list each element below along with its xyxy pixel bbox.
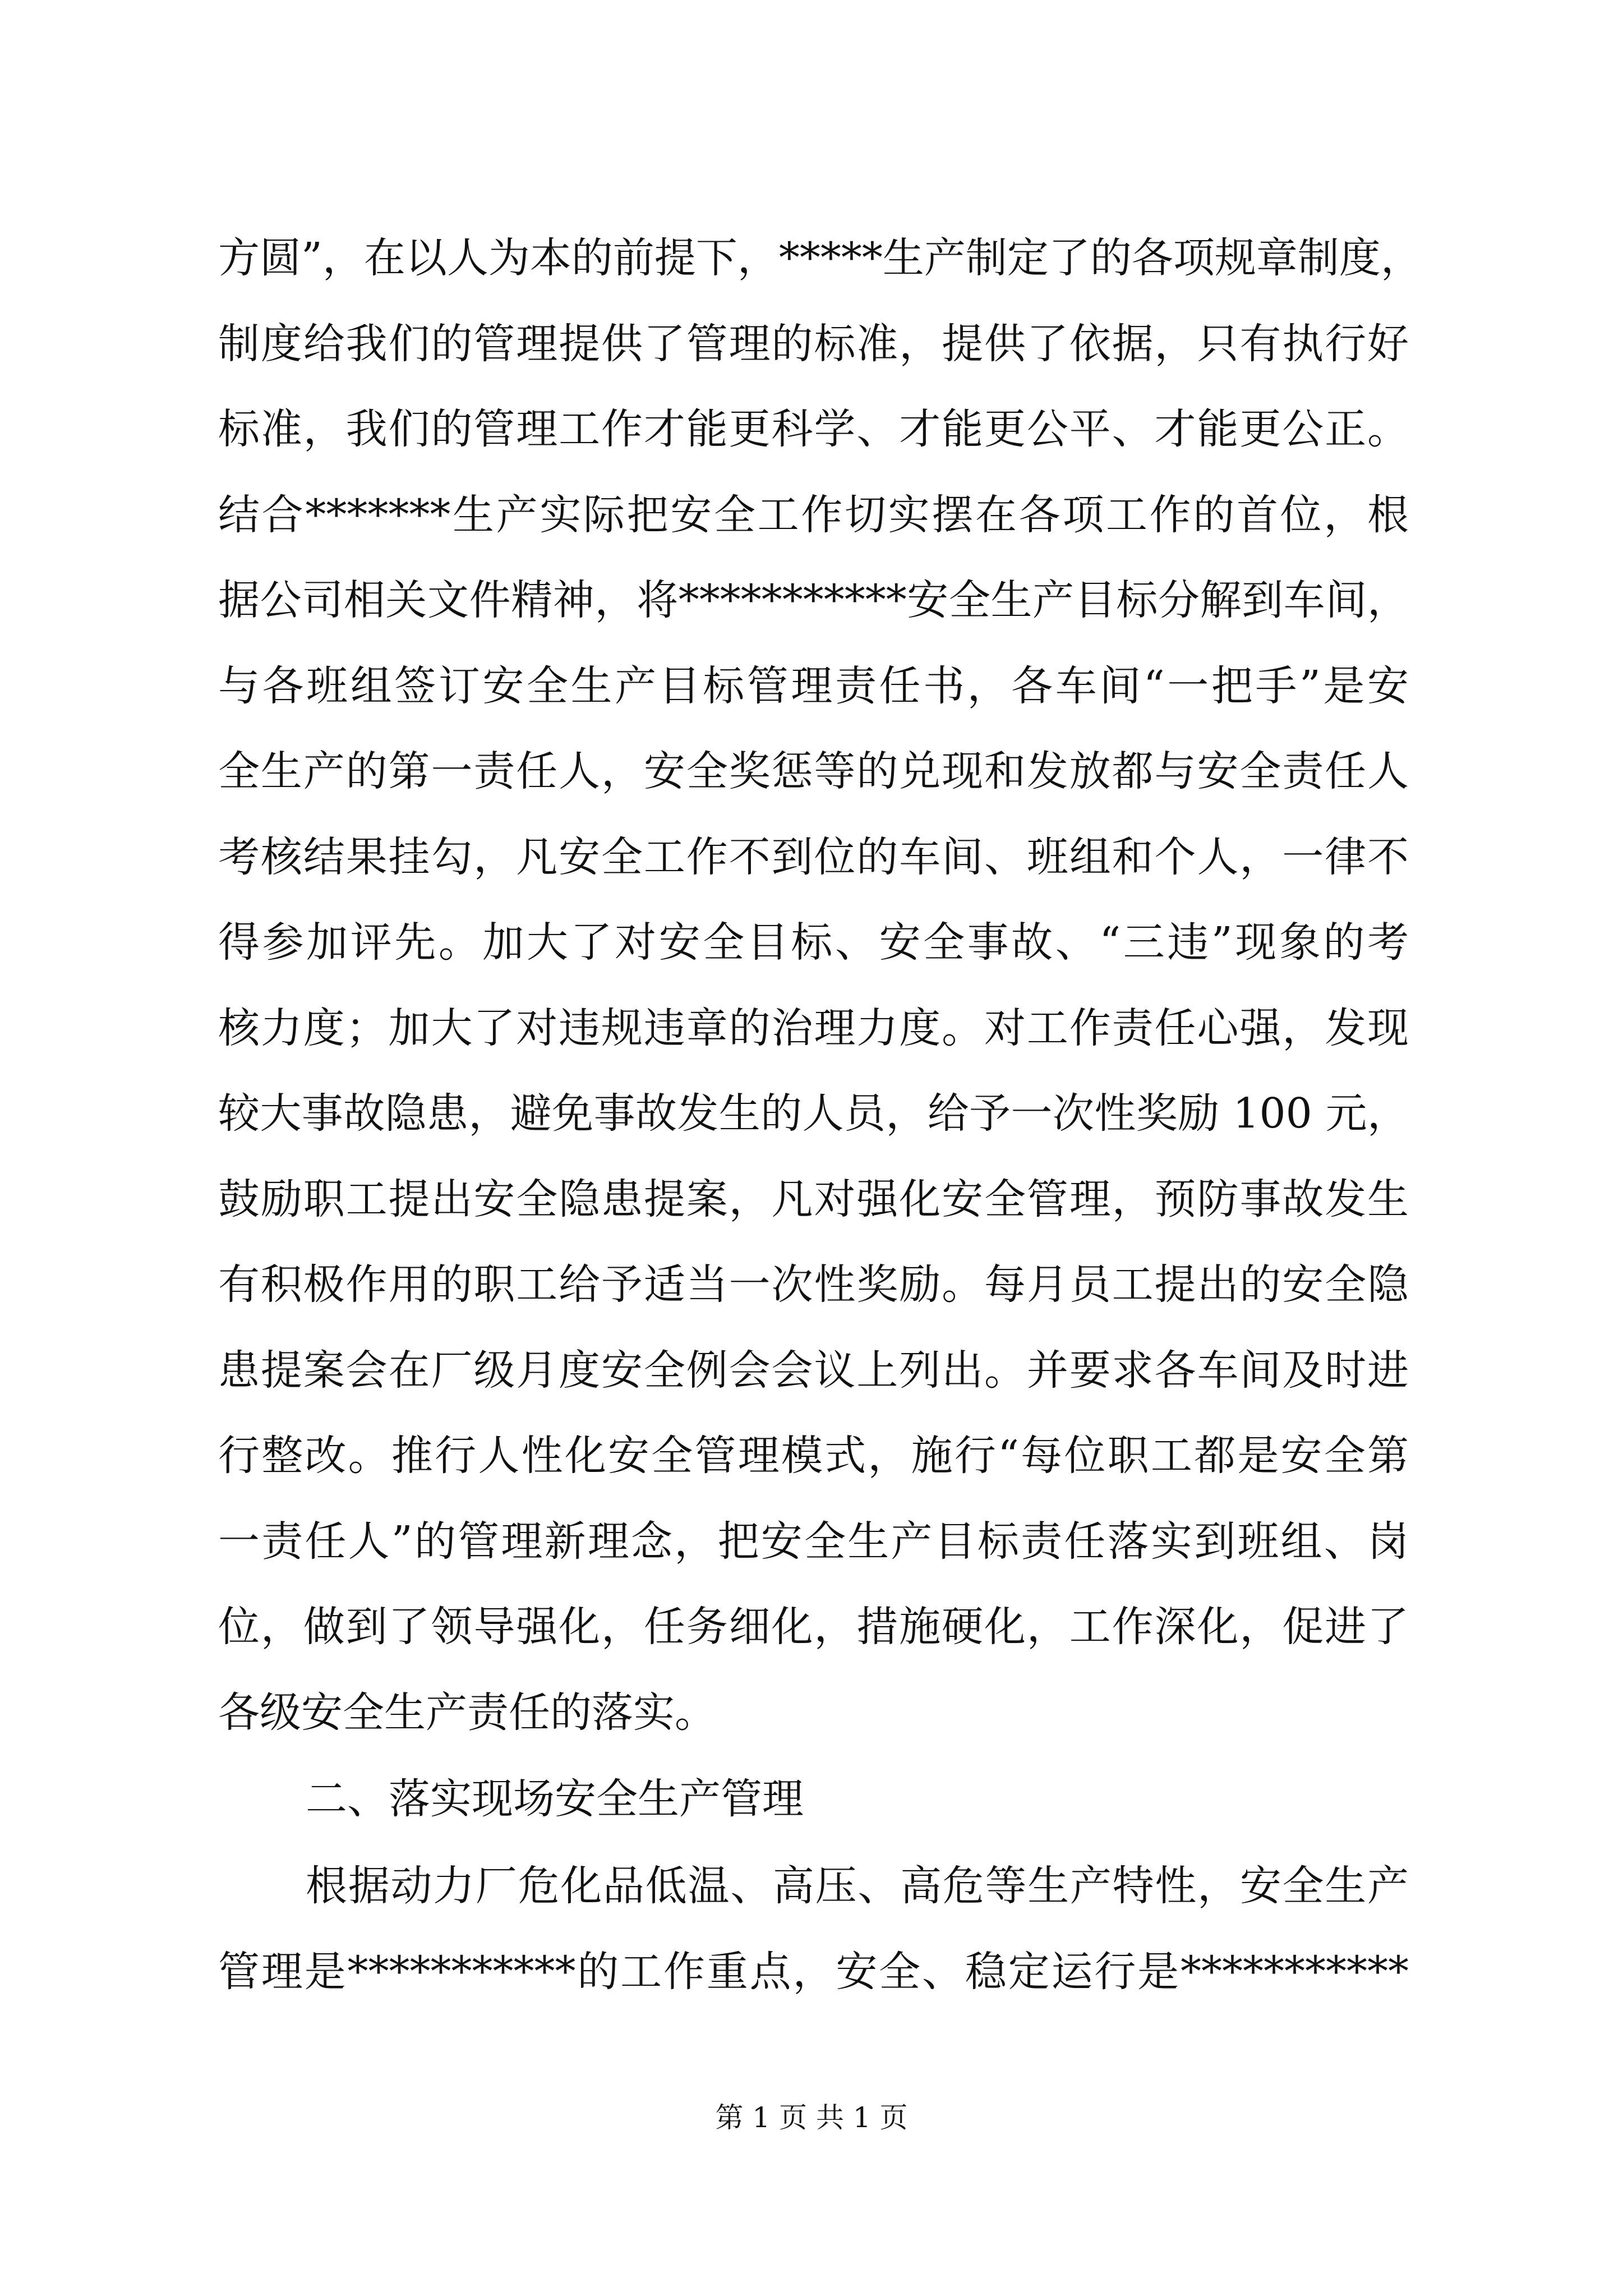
text-line: 较大事故隐患，避免事故发生的人员，给予一次性奖励 100 元，: [218, 1089, 1409, 1138]
text-line: 标准，我们的管理工作才能更科学、才能更公平、才能更公正。: [218, 405, 1409, 453]
text-line: 位，做到了领导强化，任务细化，措施硬化，工作深化，促进了: [218, 1603, 1409, 1651]
section-heading: 二、落实现场安全生产管理: [306, 1775, 804, 1823]
text-line: 与各班组签订安全生产目标管理责任书，各车间“一把手”是安: [218, 661, 1409, 710]
text-line: 行整改。推行人性化安全管理模式，施行“每位职工都是安全第: [218, 1432, 1409, 1480]
text-line: 各级安全生产责任的落实。: [218, 1688, 716, 1737]
text-line: 结合*******生产实际把安全工作切实摆在各项工作的首位，根: [218, 490, 1409, 539]
text-line: 有积极作用的职工给予适当一次性奖励。每月员工提出的安全隐: [218, 1260, 1409, 1309]
text-line: 管理是***********的工作重点，安全、稳定运行是***********: [218, 1948, 1409, 1996]
text-line: 方圆”，在以人为本的前提下，*****生产制定了的各项规章制度，: [218, 234, 1422, 282]
page-number-footer: 第 1 页 共 1 页: [715, 2101, 908, 2134]
text-line: 核力度；加大了对违规违章的治理力度。对工作责任心强，发现: [218, 1004, 1409, 1052]
text-line: 考核结果挂勾，凡安全工作不到位的车间、班组和个人，一律不: [218, 832, 1409, 881]
text-line: 根据动力厂危化品低温、高压、高危等生产特性，安全生产: [306, 1862, 1409, 1910]
text-line: 全生产的第一责任人，安全奖惩等的兑现和发放都与安全责任人: [218, 747, 1409, 795]
text-line: 一责任人”的管理新理念，把安全生产目标责任落实到班组、岗: [218, 1517, 1409, 1566]
text-line: 制度给我们的管理提供了管理的标准，提供了依据，只有执行好: [218, 319, 1409, 368]
text-line: 据公司相关文件精神，将***********安全生产目标分解到车间，: [218, 576, 1409, 624]
text-line: 患提案会在厂级月度安全例会会议上列出。并要求各车间及时进: [218, 1346, 1409, 1395]
text-line: 鼓励职工提出安全隐患提案，凡对强化安全管理，预防事故发生: [218, 1175, 1409, 1223]
text-line: 得参加评先。加大了对安全目标、安全事故、“三违”现象的考: [218, 918, 1409, 967]
